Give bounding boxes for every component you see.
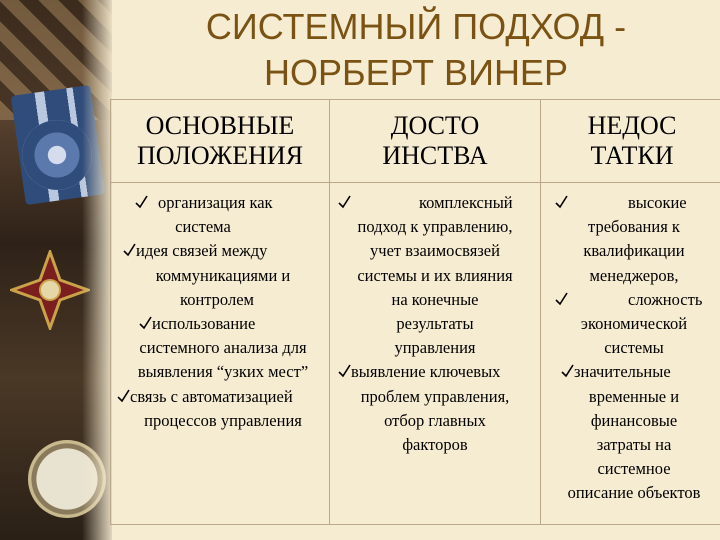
cell-main-provisions [111, 183, 330, 525]
list-item: сложность [555, 288, 720, 312]
comparison-table [110, 99, 720, 525]
list-item-text: системное [597, 459, 671, 479]
list-item-text: результаты [396, 314, 474, 334]
list-item-text: временные и [588, 386, 680, 406]
list-item: выявление ключевых [338, 360, 540, 384]
header-row [111, 100, 720, 183]
list-item-text: проблем управления, [360, 386, 510, 406]
list-item-text: на конечные [391, 289, 479, 309]
title-line-2: НОРБЕРТ ВИНЕР [264, 52, 568, 93]
list-item-text: учет взаимосвязей [370, 241, 500, 261]
list-item-text: система [175, 217, 231, 237]
list-item-text: выявления “узких мест” [137, 362, 309, 382]
list-item-text: факторов [402, 435, 468, 455]
list-item-text: менеджеров, [589, 265, 679, 285]
header-disadvantages: НЕДОС ТАТКИ [541, 100, 720, 183]
header-advantages: ДОСТО ИНСТВА [330, 100, 541, 183]
checkmark-icon [555, 195, 568, 209]
list-item-text: экономической [580, 314, 688, 334]
cell-disadvantages [541, 183, 720, 525]
list-item-text: системы [604, 338, 664, 358]
list-item-text: описание объектов [567, 483, 701, 503]
list-item-text: затраты на [596, 435, 672, 455]
list-item: организация как [117, 191, 329, 215]
list-item-text: финансовые [590, 410, 678, 430]
list-item-text: коммуникациями и [155, 265, 291, 285]
title-line-1: СИСТЕМНЫЙ ПОДХОД - [205, 6, 627, 47]
checkmark-icon [135, 195, 148, 209]
list-item: связь с автоматизацией [117, 385, 329, 409]
list-item-text: управления [394, 338, 476, 358]
list-item: использование [117, 312, 329, 336]
list-item-text: контролем [180, 289, 254, 309]
list-item: комплексный [338, 191, 540, 215]
list-item: идея связей между [117, 239, 329, 263]
header-main-provisions: ОСНОВНЫЕ ПОЛОЖЕНИЯ [111, 100, 330, 183]
checkmark-icon [561, 364, 574, 378]
checkmark-icon [338, 364, 351, 378]
checkmark-icon [338, 195, 351, 209]
checkmark-icon [555, 292, 568, 306]
decorative-photo [0, 0, 112, 540]
checkmark-icon [117, 389, 130, 403]
checkmark-icon [139, 316, 152, 330]
slide-title [112, 4, 720, 96]
list-item-text: квалификации [583, 241, 685, 261]
list-item-text: системного анализа для [139, 338, 307, 358]
content-row [111, 183, 720, 525]
cell-advantages [330, 183, 541, 525]
list-item: высокие [555, 191, 720, 215]
list-item: значительные [555, 360, 720, 384]
list-item-text: отбор главных [384, 410, 486, 430]
order-cross-image [10, 250, 90, 330]
checkmark-icon [123, 243, 136, 257]
list-item-text: системы и их влияния [357, 265, 513, 285]
list-item-text: процессов управления [144, 410, 302, 430]
list-item-text: подход к управлению, [357, 217, 513, 237]
list-item-text: требования к [588, 217, 680, 237]
